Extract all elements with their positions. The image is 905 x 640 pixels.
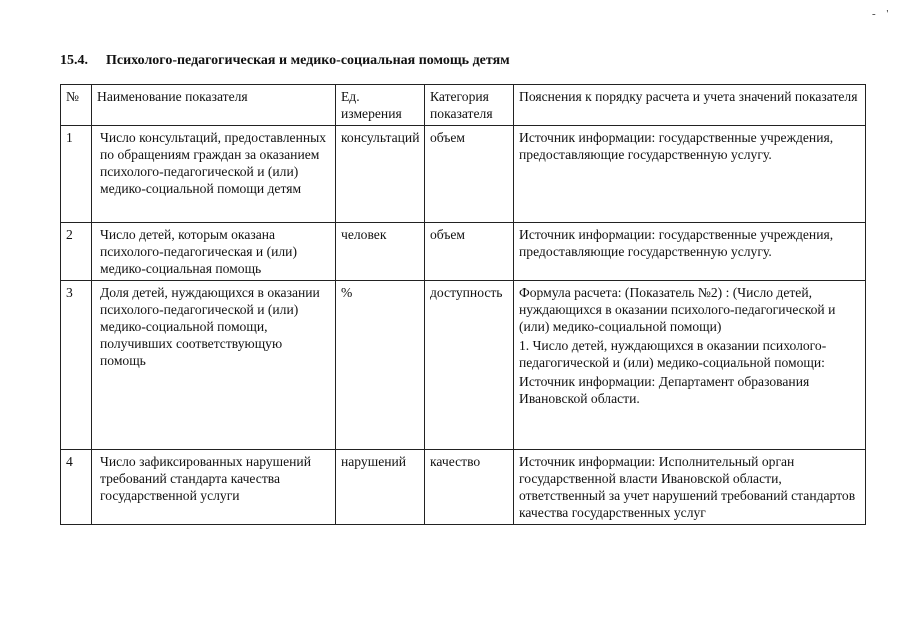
row-num: 3 xyxy=(61,281,92,450)
note-line: Формула расчета: (Показатель №2) : (Число детей, нуждающихся в оказании психолого-педагогической и (или) медико-социальной помощи) xyxy=(519,285,836,334)
header-unit: Ед. измерения xyxy=(336,85,425,126)
row-notes xyxy=(514,450,866,525)
section-title: Психолого-педагогическая и медико-социальная помощь детям xyxy=(106,53,510,68)
table-row xyxy=(61,281,866,450)
header-num: № xyxy=(61,85,92,126)
table-row xyxy=(61,223,866,281)
note-line: Источник информации: Департамент образования Ивановской области. xyxy=(519,374,810,406)
row-unit: консультаций xyxy=(336,126,425,223)
row-notes xyxy=(514,223,866,281)
row-name: Число зафиксированных нарушений требований стандарта качества государственной услуги xyxy=(92,450,336,525)
row-notes xyxy=(514,281,866,450)
row-category: доступность xyxy=(425,281,514,450)
row-category: качество xyxy=(425,450,514,525)
table-row xyxy=(61,126,866,223)
note-line: Источник информации: Исполнительный орган государственной власти Ивановской области, ответственный за учет нарушений требований стандартов качества государственных услуг xyxy=(519,454,856,520)
note-line: Источник информации: государственные учреждения, предоставляющие государственную услугу. xyxy=(519,130,834,162)
table-row xyxy=(61,450,866,525)
header-category: Категория показателя xyxy=(425,85,514,126)
row-unit: нарушений xyxy=(336,450,425,525)
row-unit: человек xyxy=(336,223,425,281)
header-name: Наименование показателя xyxy=(92,85,336,126)
indicators-table xyxy=(60,84,866,525)
note-line: Источник информации: государственные учреждения, предоставляющие государственную услугу. xyxy=(519,227,834,259)
row-name: Число консультаций, предоставленных по обращениям граждан за оказанием психолого-педагогической и (или) медико-социальной помощи детям xyxy=(92,126,336,223)
section-number: 15.4. xyxy=(60,53,88,68)
row-num: 4 xyxy=(61,450,92,525)
row-category: объем xyxy=(425,126,514,223)
row-name: Число детей, которым оказана психолого-педагогическая и (или) медико-социальная помощь xyxy=(92,223,336,281)
row-num: 1 xyxy=(61,126,92,223)
row-notes xyxy=(514,126,866,223)
table-header-row xyxy=(61,85,866,126)
row-num: 2 xyxy=(61,223,92,281)
row-name: Доля детей, нуждающихся в оказании психолого-педагогической и (или) медико-социальной помощи, получивших соответствующую помощь xyxy=(92,281,336,450)
scan-mark: - ' xyxy=(872,8,893,20)
row-unit: % xyxy=(336,281,425,450)
header-notes: Пояснения к порядку расчета и учета значений показателя xyxy=(514,85,866,126)
note-line: 1. Число детей, нуждающихся в оказании психолого-педагогической и (или) медико-социальной помощи: xyxy=(519,338,827,370)
section-heading xyxy=(60,53,510,69)
row-category: объем xyxy=(425,223,514,281)
